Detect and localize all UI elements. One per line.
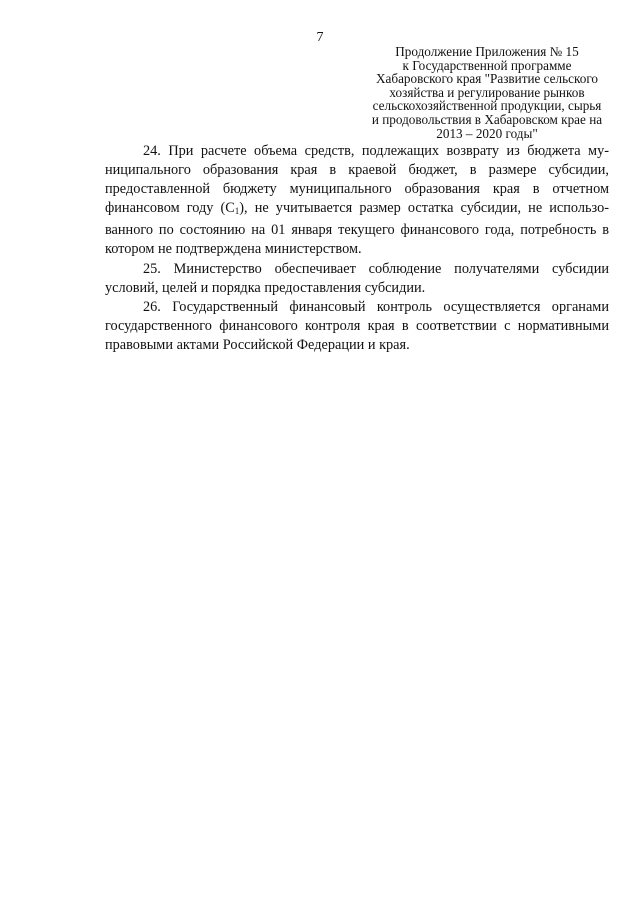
appendix-header-line: 2013 – 2020 годы" <box>436 125 538 141</box>
appendix-header <box>362 45 612 140</box>
document-body <box>105 142 609 355</box>
appendix-header-line: к Государственной программе <box>402 57 572 73</box>
paragraph-24-text-start: 24. При расчете объема средств, подлежащих возврату из бюджета муниципального образования края в краевой бюджет, в размере субсидии, предоставленной бюджету муниципального образования края в отчетном финансовом году (C <box>105 143 609 217</box>
paragraph-26: 26. Государственный финансовый контроль осуществляется органами государственного финансового контроля края в соответствии с нормативными правовыми актами Российской Федерации и края. <box>105 298 609 353</box>
appendix-header-line: и продовольствия в Хабаровском крае на <box>371 111 603 127</box>
appendix-header-line: Продолжение Приложения № 15 <box>395 44 579 59</box>
appendix-header-line: сельскохозяйственной продукции, сырья <box>372 98 602 114</box>
paragraph-24-subscript: 1 <box>234 206 240 217</box>
paragraph-25: 25. Министерство обеспечивает соблюдение получателями субсидии условий, целей и порядка предоставления субсидии. <box>105 260 609 296</box>
appendix-header-line: Хабаровского края "Развитие сельского <box>375 71 598 87</box>
paragraph-24 <box>105 142 609 260</box>
appendix-header-line: хозяйства и регулирование рынков <box>389 84 585 100</box>
paragraph-24-text-end: ), не учитывается размер остатка субсидии, не использованного по состоянию на 01 января текущего финансового года, потребность в котором не подтверждена министерством. <box>105 200 609 258</box>
page-number: 7 <box>316 30 324 45</box>
